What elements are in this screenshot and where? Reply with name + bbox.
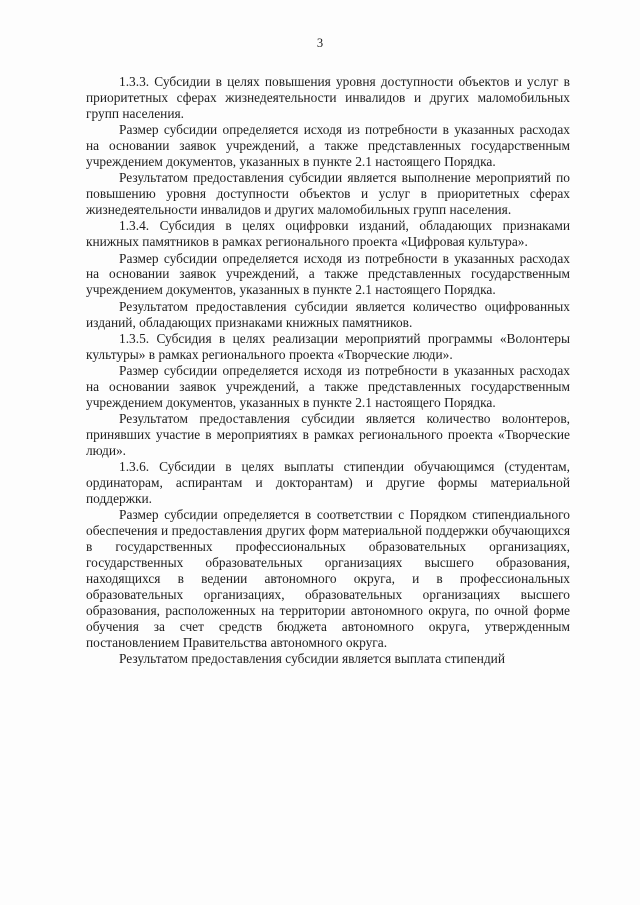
paragraph: Результатом предоставления субсидии является выплата стипендий [119, 650, 506, 666]
paragraph: 1.3.6. Субсидии в целях выплаты стипендии обучающимся (студентам, ординаторам, аспирантам и докторантам) и другие формы материальной поддержки. [86, 459, 570, 507]
paragraph: Размер субсидии определяется исходя из потребности в указанных расходах на основании заявок учреждений, а также представленных государственным учреждением документов, указанных в пункте 2.1 настоящего Порядка. [86, 250, 570, 298]
paragraph: Размер субсидии определяется в соответствии с Порядком стипендиального обеспечения и предоставления других форм материальной поддержки обучающихся в государственных профессиональных образовательных организациях, государственных образовательных организациях высшего образования, находящихся в ведении автономного округа, и в профессиональных образовательных организациях, образовательных организациях высшего образования, расположенных на территории автономного округа, по очной форме обучения за счет средств бюджета автономного округа, утвержденным постановлением Правительства автономного округа. [86, 507, 570, 650]
paragraph: 1.3.3. Субсидии в целях повышения уровня доступности объектов и услуг в приоритетных сферах жизнедеятельности инвалидов и других маломобильных групп населения. [86, 74, 570, 121]
paragraph: Результатом предоставления субсидии является количество оцифрованных изданий, обладающих признаками книжных памятников. [86, 298, 570, 330]
paragraph: Результатом предоставления субсидии является выполнение мероприятий по повышению уровня доступности объектов и услуг в приоритетных сферах жизнедеятельности инвалидов и других маломобильных групп населения. [86, 170, 570, 218]
paragraph: Результатом предоставления субсидии является количество волонтеров, принявших участие в мероприятиях в рамках регионального проекта «Творческие люди». [86, 411, 570, 458]
paragraph: 1.3.4. Субсидия в целях оцифровки изданий, обладающих признаками книжных памятников в рамках регионального проекта «Цифровая культура». [86, 218, 570, 250]
paragraph: Размер субсидии определяется исходя из потребности в указанных расходах на основании заявок учреждений, а также представленных государственным учреждением документов, указанных в пункте 2.1 настоящего Порядка. [86, 363, 570, 410]
paragraph: Размер субсидии определяется исходя из потребности в указанных расходах на основании заявок учреждений, а также представленных государственным учреждением документов, указанных в пункте 2.1 настоящего Порядка. [86, 122, 570, 169]
page-number: 3 [316, 36, 324, 50]
paragraph: 1.3.5. Субсидия в целях реализации мероприятий программы «Волонтеры культуры» в рамках регионального проекта «Творческие люди». [86, 330, 570, 362]
document-body [86, 74, 570, 667]
